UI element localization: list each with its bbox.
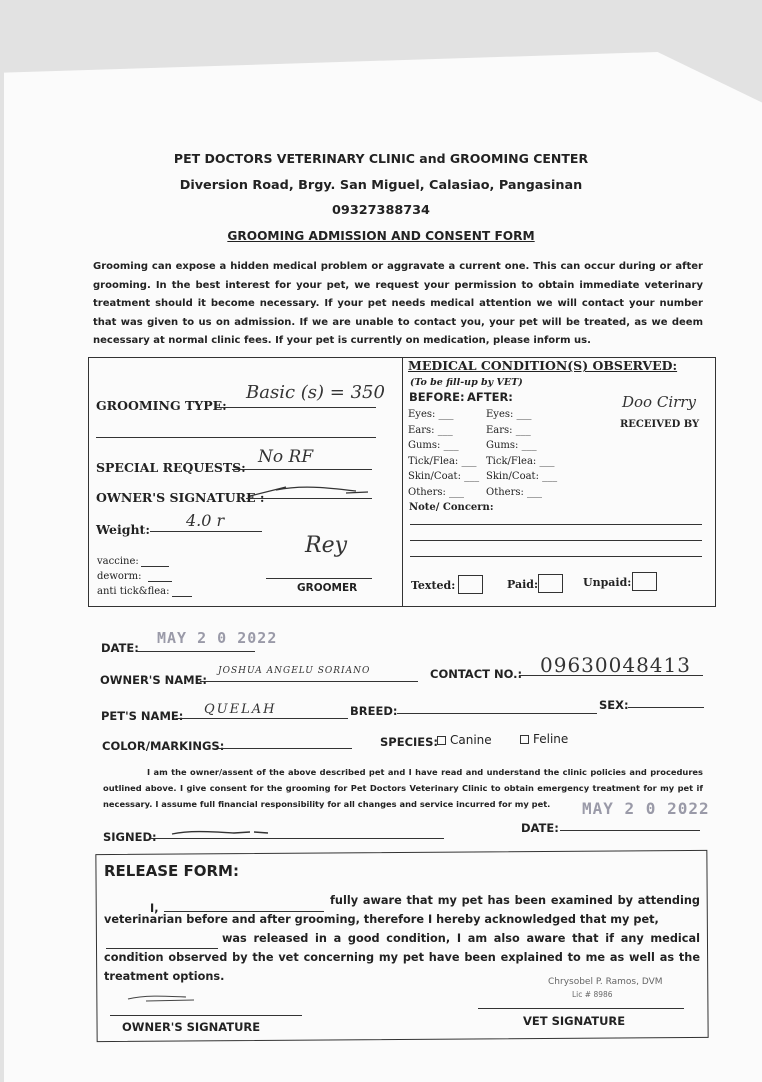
after-label: AFTER: [467,390,513,404]
vet-name: Chrysobel P. Ramos, DVM [548,977,663,987]
color-markings-line [218,748,352,749]
condition-blank[interactable]: ___ [536,455,555,467]
release-owner-signature-label: OWNER'S SIGNATURE [122,1020,261,1034]
vaccine-label: vaccine: [97,556,139,567]
sex-line [628,707,704,708]
date-label: DATE: [101,641,139,655]
deworm-label: deworm: [97,571,142,582]
canine-checkbox[interactable] [437,736,446,745]
box-divider [402,357,403,606]
groomer-line [266,578,372,579]
signed-scribble [168,824,278,840]
after-item [486,456,554,467]
received-by-label: RECEIVED BY [620,419,700,430]
condition-label: Others: [408,486,446,498]
groomer-label: GROOMER [297,582,358,594]
feline-label: Feline [533,732,569,746]
note-line-2 [410,540,702,541]
owner-name-value[interactable]: JOSHUA ANGELU SORIANO [218,666,371,676]
sex-label: SEX: [599,698,629,712]
intro-paragraph: Grooming can expose a hidden medical problem or aggravate a current one. This can occur during or after grooming. In the best interest for your pet, we request your permission to obtain immediate veterinary treatment should it become necessary. If your pet needs medical attention we will contact your number that was given to us on admission. If we are unable to contact you, your pet will be treated, as we deem necessary at normal clinic fees. If your pet is currently on medication, please inform us. [93,261,703,346]
release-owner-scribble [124,991,224,1005]
vet-signature-line [478,1008,684,1009]
before-item [408,456,476,467]
condition-blank[interactable]: ___ [538,471,558,482]
deworm-line [148,581,172,582]
condition-label: Tick/Flea: [408,455,459,467]
consent-date-line [560,830,700,831]
condition-label: Gums: [408,440,441,451]
medical-subtitle: (To be fill-up by VET) [410,377,523,388]
condition-label: Skin/Coat: [486,471,539,482]
condition-blank[interactable]: ___ [435,409,454,420]
condition-blank[interactable]: ___ [518,440,537,451]
condition-blank[interactable]: ___ [512,424,531,436]
owner-name-label: OWNER'S NAME: [100,673,208,687]
condition-blank[interactable]: ___ [445,486,465,498]
release-text-1: fully aware that my pet has been examined by attending veterinarian before and after grooming, therefore I hereby acknowledged that my pet, [104,894,700,926]
condition-label: Others: [486,486,524,498]
unpaid-label: Unpaid: [583,576,632,589]
before-label: BEFORE: [409,390,465,404]
antitick-label: anti tick&flea: [97,586,170,597]
condition-blank[interactable]: ___ [460,471,480,482]
condition-label: Eyes: [486,409,514,420]
consent-paragraph: I am the owner/assent of the above described pet and I have read and understand the clinic policies and procedures outlined above. I give consent for the grooming for Pet Doctors Veterinary Clinic to obtain emergency treatment for my pet if necessary. I assume full financial responsibility for all changes and service incurred for my pet. [103,767,703,809]
grooming-extra-line [96,437,376,438]
feline-option[interactable] [520,732,568,746]
vaccine-line [141,566,169,567]
condition-label: Ears: [408,424,435,436]
date-stamp: MAY 2 0 2022 [157,629,278,647]
note-concern-label: Note/ Concern: [409,502,494,513]
clinic-address: Diversion Road, Brgy. San Miguel, Calasiao, Pangasinan [179,178,583,193]
species-label: SPECIES: [380,735,439,749]
owner-signature-line-release [110,1015,302,1016]
condition-blank[interactable]: ___ [458,455,477,467]
vet-signature-label: VET SIGNATURE [523,1014,626,1028]
owner-name-line [200,681,418,682]
owner-signature-scribble [246,480,376,502]
canine-option[interactable] [437,733,492,747]
texted-label: Texted: [411,579,456,592]
breed-line [397,713,597,714]
after-item [486,487,542,498]
after-item [486,425,531,436]
grooming-type-line [216,407,376,408]
breed-label: BREED: [350,704,398,718]
pet-name-label: PET'S NAME: [101,709,184,723]
contact-label: CONTACT NO.: [430,667,523,681]
color-markings-label: COLOR/MARKINGS: [102,739,225,753]
clinic-phone: 09327388734 [332,203,430,218]
groomer-signature: Rey [305,533,348,558]
received-by-value: Doo Cirry [622,393,696,411]
feline-checkbox[interactable] [520,735,529,744]
before-item [408,425,453,436]
pet-name-line [176,718,348,719]
release-i-label: I, [150,902,159,915]
contact-value[interactable]: 09630048413 [540,653,691,677]
before-item [408,409,454,420]
after-item [486,440,537,451]
condition-label: Eyes: [408,409,436,420]
grooming-type-label: GROOMING TYPE: [96,398,227,413]
condition-blank[interactable]: ___ [523,486,543,498]
unpaid-checkbox[interactable] [632,572,657,591]
condition-label: Tick/Flea: [486,455,537,467]
after-item [486,409,532,420]
condition-blank[interactable]: ___ [434,424,453,436]
grooming-type-value[interactable]: Basic (s) = 350 [246,382,385,403]
paid-label: Paid: [507,578,539,591]
consent-date-label: DATE: [521,821,559,835]
canine-label: Canine [450,733,492,747]
weight-line [150,531,262,532]
special-requests-value[interactable]: No RF [258,447,314,467]
owner-signature-label: OWNER'S SIGNATURE : [96,490,265,505]
special-requests-label: SPECIAL REQUESTS: [96,460,246,475]
antitick-line [172,596,192,597]
release-text-2: was released in a good condition, I am also aware that if any medical condition observed by the vet concerning my pet have been explained to me as well as the treatment options. [104,932,700,983]
note-line-3 [410,556,702,557]
release-title: RELEASE FORM: [104,862,239,880]
condition-label: Skin/Coat: [408,471,461,482]
condition-label: Gums: [486,440,519,451]
clinic-name: PET DOCTORS VETERINARY CLINIC and GROOMING CENTER [173,151,589,166]
signed-label: SIGNED: [103,830,157,844]
medical-title: MEDICAL CONDITION(S) OBSERVED: [408,358,678,373]
before-item [408,487,464,498]
before-item [408,440,459,451]
paid-checkbox[interactable] [538,574,563,593]
consent-date-stamp: MAY 2 0 2022 [582,799,710,818]
note-line-1 [410,524,702,525]
condition-label: Ears: [486,424,513,436]
special-requests-line [232,469,372,470]
form-title: GROOMING ADMISSION AND CONSENT FORM [227,229,535,243]
vet-license: Lic # 8986 [572,990,613,999]
date-line [137,651,255,652]
condition-blank[interactable]: ___ [440,440,459,451]
pet-name-value[interactable]: QUELAH [204,702,277,717]
weight-label: Weight: [96,522,150,537]
texted-checkbox[interactable] [458,575,483,594]
weight-value[interactable]: 4.0 r [186,511,225,530]
after-item [486,471,557,482]
before-item [408,471,479,482]
condition-blank[interactable]: ___ [513,409,532,420]
